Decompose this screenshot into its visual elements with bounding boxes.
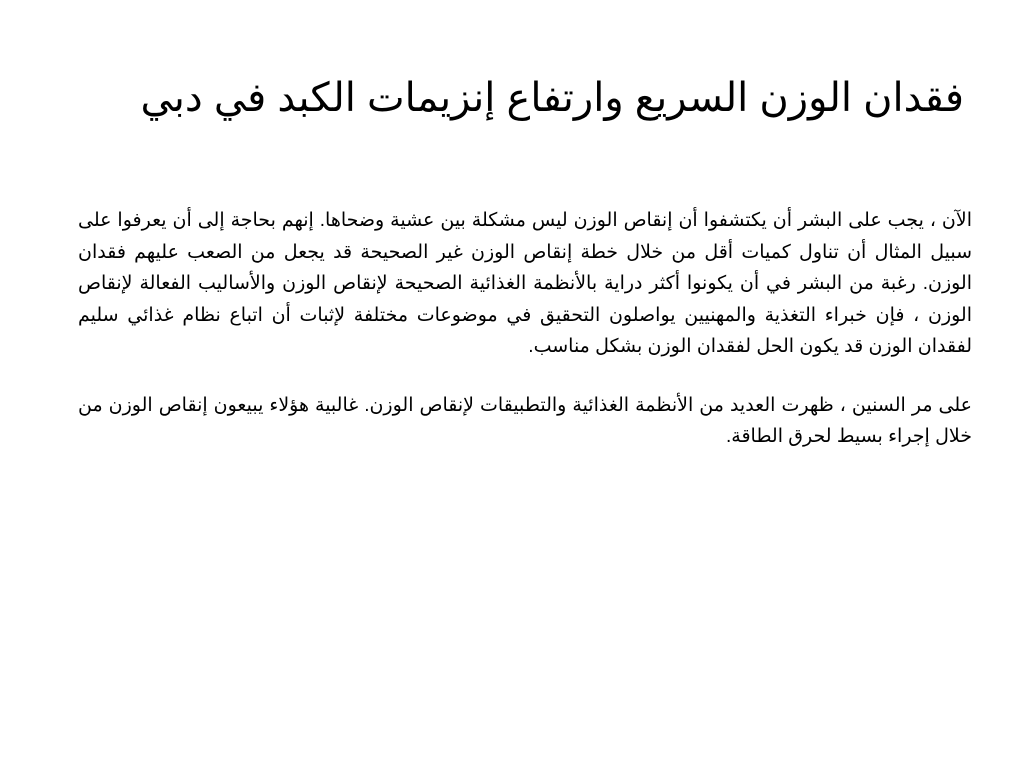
- slide-body: [78, 205, 972, 480]
- body-paragraph-1: الآن ، يجب على البشر أن يكتشفوا أن إنقاص الوزن ليس مشكلة بين عشية وضحاها. إنهم بحاجة إلى أن يعرفوا على سبيل المثال أن تناول كميات أقل من خلال خطة إنقاص الوزن غير الصحيحة قد يجعل من الصعب عليهم فقدان الوزن. رغبة من البشر في أن يكونوا أكثر دراية بالأنظمة الغذائية الصحيحة لإنقاص الوزن والأساليب الفعالة لإنقاص الوزن ، فإن خبراء التغذية والمهنيين يواصلون التحقيق في موضوعات مختلفة لإثبات أن اتباع نظام غذائي سليم لفقدان الوزن قد يكون الحل لفقدان الوزن بشكل مناسب.: [78, 210, 972, 357]
- slide-title: فقدان الوزن السريع وارتفاع إنزيمات الكبد في دبي: [140, 76, 964, 120]
- body-paragraph-2: على مر السنين ، ظهرت العديد من الأنظمة الغذائية والتطبيقات لإنقاص الوزن. غالبية هؤلاء يبيعون إنقاص الوزن من خلال إجراء بسيط لحرق الطاقة.: [78, 394, 972, 447]
